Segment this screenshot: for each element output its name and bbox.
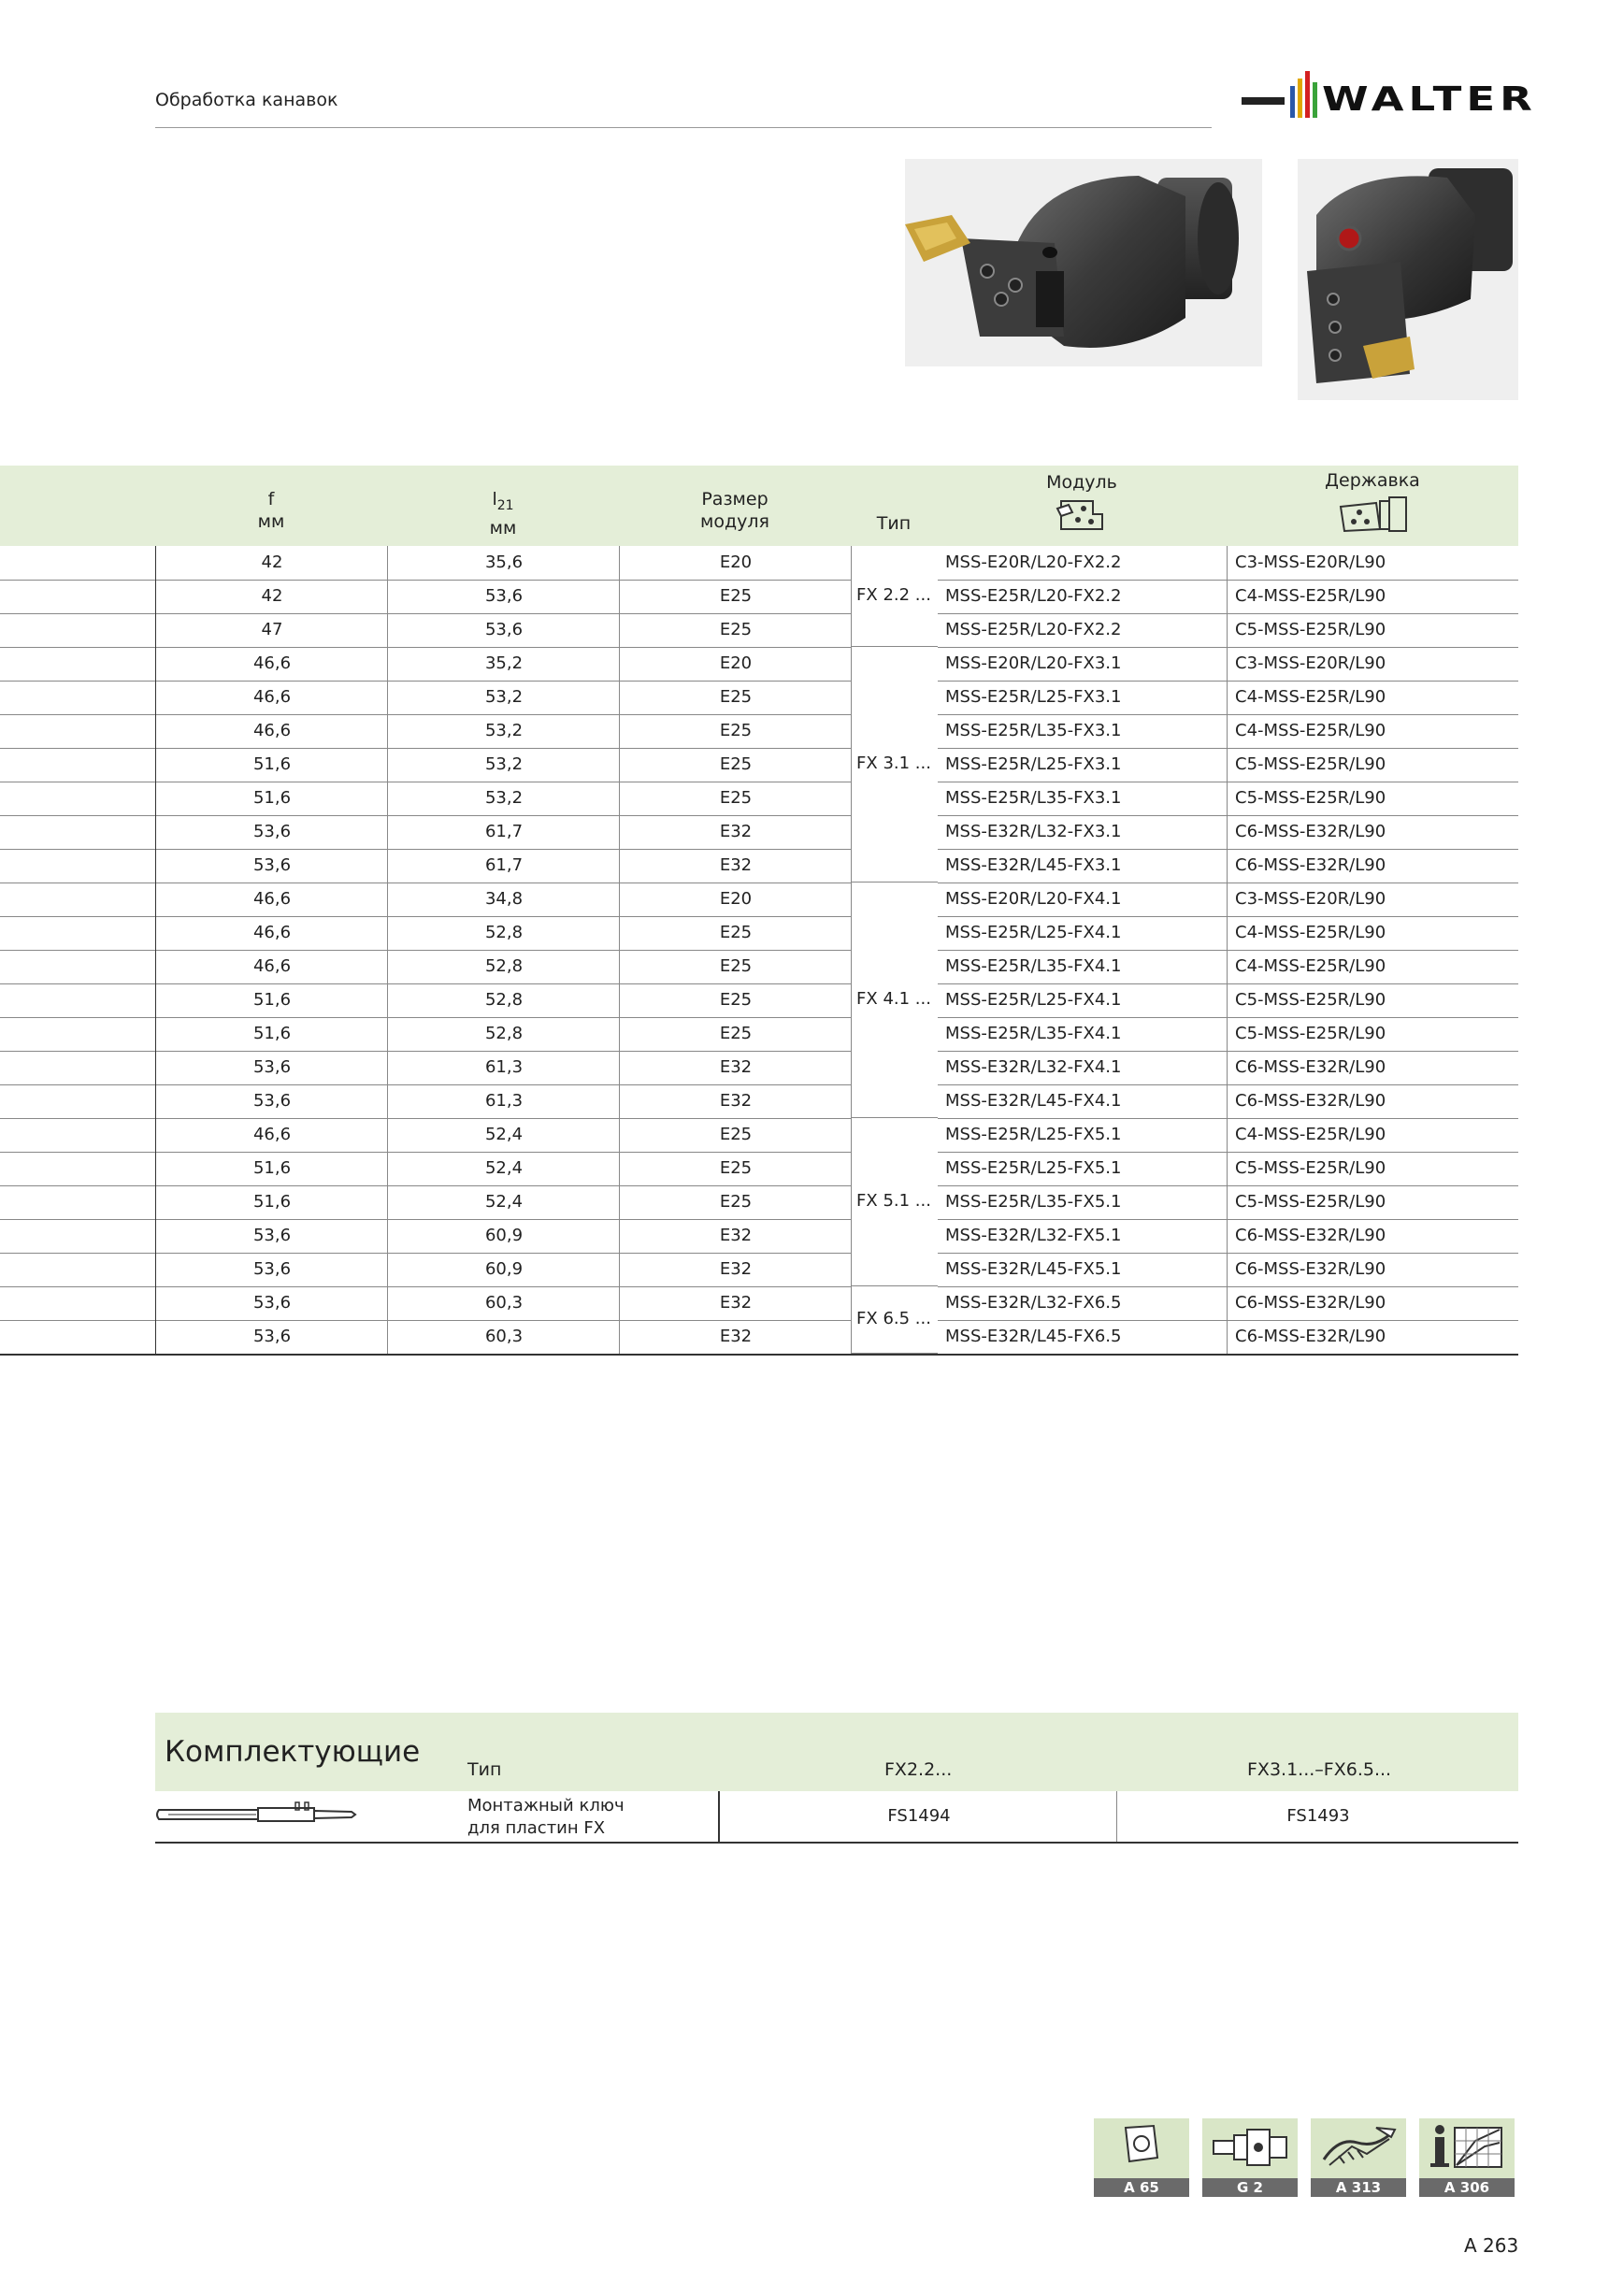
nav-ref-insert-label: A 65 [1094,2178,1189,2197]
cell-size: E32 [619,849,852,883]
cell-size: E25 [619,1152,852,1185]
header-type: Тип [876,513,912,534]
cell-f: 42 [155,580,388,613]
walter-logo [1242,65,1537,131]
cell-f: 53,6 [155,1219,388,1253]
cell-module: MSS-E25R/L20-FX2.2 [937,580,1226,613]
header-divider [155,127,1212,128]
cell-f: 53,6 [155,815,388,849]
cell-l21: 34,8 [387,883,620,916]
cell-f: 51,6 [155,1017,388,1051]
cell-size: E25 [619,950,852,983]
header-module-label: Модуль [1046,472,1117,493]
table-row [0,714,1518,749]
cell-l21: 60,3 [387,1286,620,1320]
cell-holder: C3-MSS-E20R/L90 [1227,546,1519,580]
table-row [0,613,1518,648]
cell-size: E25 [619,983,852,1017]
cell-holder: C5-MSS-E25R/L90 [1227,748,1519,782]
module-icon [1056,495,1108,533]
nav-ref-cutting-data-label: A 313 [1311,2178,1406,2197]
header-l21-symbol: l [492,489,497,509]
cell-f: 51,6 [155,748,388,782]
info-chart-icon [1419,2118,1515,2178]
cell-module: MSS-E20R/L20-FX4.1 [937,883,1226,916]
cell-holder: C3-MSS-E20R/L90 [1227,883,1519,916]
accessory-fx31-value: FS1493 [1116,1791,1519,1842]
cell-holder: C4-MSS-E25R/L90 [1227,714,1519,748]
table-header [0,466,1518,546]
cell-size: E32 [619,1320,852,1354]
header-f [155,488,387,533]
cell-l21: 52,8 [387,916,620,950]
cell-l21: 61,3 [387,1084,620,1118]
cell-module: MSS-E25R/L25-FX4.1 [937,983,1226,1017]
cell-holder: C6-MSS-E32R/L90 [1227,1051,1519,1084]
table-row [0,1118,1518,1153]
cell-l21: 52,4 [387,1185,620,1219]
header-holder-label: Державка [1325,470,1420,491]
cell-size: E25 [619,1118,852,1152]
cell-l21: 52,8 [387,950,620,983]
cell-holder: C6-MSS-E32R/L90 [1227,1253,1519,1286]
table-row [0,782,1518,816]
header-holder [1227,469,1518,535]
cell-module: MSS-E25R/L35-FX4.1 [937,950,1226,983]
cell-f: 53,6 [155,849,388,883]
cell-f: 51,6 [155,782,388,815]
header-f-label: f [267,489,275,509]
cell-size: E20 [619,546,852,580]
cell-l21: 53,2 [387,782,620,815]
logo-bar-red [1305,71,1310,118]
table-row [0,883,1518,917]
cell-module: MSS-E20R/L20-FX3.1 [937,647,1226,681]
table-row [0,1185,1518,1220]
cell-module: MSS-E25R/L25-FX5.1 [937,1118,1226,1152]
cell-module: MSS-E25R/L35-FX3.1 [937,714,1226,748]
section-title: Обработка канавок [155,90,338,110]
cell-l21: 53,2 [387,681,620,714]
table-row [0,950,1518,984]
cell-size: E20 [619,883,852,916]
cell-module: MSS-E32R/L45-FX5.1 [937,1253,1226,1286]
cell-f: 51,6 [155,1185,388,1219]
table-row [0,1051,1518,1085]
cell-l21: 53,2 [387,714,620,748]
cell-module: MSS-E25R/L25-FX5.1 [937,1152,1226,1185]
cell-l21: 60,9 [387,1253,620,1286]
accessories-col-fx31-65: FX3.1...–FX6.5... [1247,1759,1392,1780]
cell-size: E32 [619,1084,852,1118]
logo-bar-blue [1290,86,1295,118]
holder-icon [1335,494,1410,535]
table-row [0,916,1518,951]
cell-l21: 61,3 [387,1051,620,1084]
nav-ref-tool-holder[interactable] [1202,2118,1298,2197]
cell-size: E25 [619,916,852,950]
cell-holder: C4-MSS-E25R/L90 [1227,1118,1519,1152]
cell-holder: C5-MSS-E25R/L90 [1227,613,1519,647]
nav-ref-tool-holder-label: G 2 [1202,2178,1298,2197]
cell-l21: 53,2 [387,748,620,782]
cell-f: 53,6 [155,1253,388,1286]
cell-module: MSS-E32R/L32-FX3.1 [937,815,1226,849]
header-module [937,471,1227,533]
accessory-item-name-line1: Монтажный ключ [467,1796,625,1815]
accessory-item-name [467,1795,625,1840]
accessories-col-type: Тип [467,1759,502,1780]
nav-ref-insert[interactable] [1094,2118,1189,2197]
cell-module: MSS-E32R/L45-FX4.1 [937,1084,1226,1118]
nav-ref-cutting-data[interactable] [1311,2118,1406,2197]
cell-size: E32 [619,1253,852,1286]
table-row [0,983,1518,1018]
type-group-label: FX 6.5 ... [856,1309,931,1328]
table-row [0,849,1518,883]
cell-size: E25 [619,748,852,782]
logo-bar-yellow [1298,79,1302,118]
table-row [0,647,1518,682]
cell-holder: C4-MSS-E25R/L90 [1227,580,1519,613]
header-l21-unit: мм [489,517,517,538]
cell-l21: 52,4 [387,1118,620,1152]
cell-module: MSS-E25R/L35-FX5.1 [937,1185,1226,1219]
cell-f: 51,6 [155,983,388,1017]
cell-module: MSS-E25R/L25-FX3.1 [937,748,1226,782]
cell-module: MSS-E32R/L45-FX6.5 [937,1320,1226,1354]
cell-module: MSS-E25R/L35-FX4.1 [937,1017,1226,1051]
cell-module: MSS-E20R/L20-FX2.2 [937,546,1226,580]
table-row [0,1219,1518,1254]
table-row [0,748,1518,782]
type-group-label: FX 5.1 ... [856,1191,931,1211]
product-photo-module-holder [905,159,1262,366]
cell-size: E25 [619,1185,852,1219]
cell-f: 46,6 [155,714,388,748]
cell-f: 46,6 [155,950,388,983]
cell-size: E20 [619,647,852,681]
table-row [0,1017,1518,1052]
cell-l21: 61,7 [387,815,620,849]
cell-module: MSS-E25R/L20-FX2.2 [937,613,1226,647]
table-row [0,1320,1518,1356]
cell-l21: 52,4 [387,1152,620,1185]
logo-dash [1242,97,1285,105]
insert-icon [1094,2118,1189,2178]
cell-l21: 35,6 [387,546,620,580]
table-row [0,1253,1518,1287]
cell-holder: C5-MSS-E25R/L90 [1227,983,1519,1017]
cell-f: 53,6 [155,1286,388,1320]
cell-l21: 52,8 [387,983,620,1017]
cell-f: 53,6 [155,1051,388,1084]
accessory-item-name-line2: для пластин FX [467,1818,606,1838]
type-group-label: FX 2.2 ... [856,585,931,605]
table-row [0,546,1518,581]
cell-f: 46,6 [155,916,388,950]
cell-module: MSS-E32R/L45-FX3.1 [937,849,1226,883]
nav-ref-info-label: A 306 [1419,2178,1515,2197]
cell-l21: 35,2 [387,647,620,681]
cell-size: E32 [619,1219,852,1253]
table-row [0,1152,1518,1186]
type-group-label: FX 4.1 ... [856,989,931,1009]
cell-size: E25 [619,1017,852,1051]
cell-module: MSS-E32R/L32-FX4.1 [937,1051,1226,1084]
table-row [0,1286,1518,1321]
cell-holder: C5-MSS-E25R/L90 [1227,1185,1519,1219]
cell-module: MSS-E32R/L32-FX5.1 [937,1219,1226,1253]
cell-l21: 53,6 [387,613,620,647]
cell-size: E25 [619,613,852,647]
accessory-fx22-value: FS1494 [718,1791,1118,1842]
cell-f: 53,6 [155,1320,388,1354]
table-row [0,815,1518,850]
tool-holder-icon [1202,2118,1298,2178]
accessories-title: Комплектующие [165,1735,421,1769]
cell-size: E32 [619,1051,852,1084]
cell-module: MSS-E25R/L35-FX3.1 [937,782,1226,815]
cell-holder: C5-MSS-E25R/L90 [1227,1017,1519,1051]
accessories-col-fx22: FX2.2... [884,1759,953,1780]
cell-module: MSS-E32R/L32-FX6.5 [937,1286,1226,1320]
cell-l21: 52,8 [387,1017,620,1051]
table-row [0,580,1518,614]
cell-holder: C6-MSS-E32R/L90 [1227,1286,1519,1320]
cell-size: E32 [619,815,852,849]
header-size [619,488,851,533]
cell-f: 46,6 [155,883,388,916]
page-number: A 263 [1464,2234,1519,2257]
logo-bar-green [1313,82,1317,118]
table-row [0,681,1518,715]
header-size-line1: Размер [701,489,768,509]
cell-l21: 53,6 [387,580,620,613]
nav-ref-info[interactable] [1419,2118,1515,2197]
header-l21-label [387,488,619,517]
logo-wordmark: WALTER [1322,80,1537,119]
cell-l21: 61,7 [387,849,620,883]
header-f-unit: мм [257,511,285,532]
cell-holder: C6-MSS-E32R/L90 [1227,1320,1519,1354]
header-l21-sub: 21 [496,497,514,513]
cell-l21: 60,3 [387,1320,620,1354]
cutting-data-icon [1311,2118,1406,2178]
cell-module: MSS-E25R/L25-FX3.1 [937,681,1226,714]
cell-holder: C6-MSS-E32R/L90 [1227,1219,1519,1253]
cell-f: 51,6 [155,1152,388,1185]
cell-f: 53,6 [155,1084,388,1118]
cell-holder: C6-MSS-E32R/L90 [1227,849,1519,883]
cell-f: 46,6 [155,1118,388,1152]
cell-holder: C4-MSS-E25R/L90 [1227,950,1519,983]
cell-f: 47 [155,613,388,647]
cell-l21: 60,9 [387,1219,620,1253]
cell-size: E25 [619,782,852,815]
cell-holder: C6-MSS-E32R/L90 [1227,1084,1519,1118]
cell-size: E32 [619,1286,852,1320]
cell-size: E25 [619,681,852,714]
mounting-key-icon [155,1793,361,1840]
cell-holder: C5-MSS-E25R/L90 [1227,1152,1519,1185]
cell-size: E25 [619,580,852,613]
cell-holder: C5-MSS-E25R/L90 [1227,782,1519,815]
cell-holder: C4-MSS-E25R/L90 [1227,681,1519,714]
header-l21 [387,488,619,539]
cell-holder: C6-MSS-E32R/L90 [1227,815,1519,849]
header-size-line2: модуля [700,511,769,532]
type-group-label: FX 3.1 ... [856,753,931,773]
cell-f: 46,6 [155,681,388,714]
cell-f: 46,6 [155,647,388,681]
product-photo-module-holder-alt [1298,159,1518,400]
table-row [0,1084,1518,1119]
cell-size: E25 [619,714,852,748]
cell-f: 42 [155,546,388,580]
cell-module: MSS-E25R/L25-FX4.1 [937,916,1226,950]
cell-holder: C4-MSS-E25R/L90 [1227,916,1519,950]
cell-holder: C3-MSS-E20R/L90 [1227,647,1519,681]
